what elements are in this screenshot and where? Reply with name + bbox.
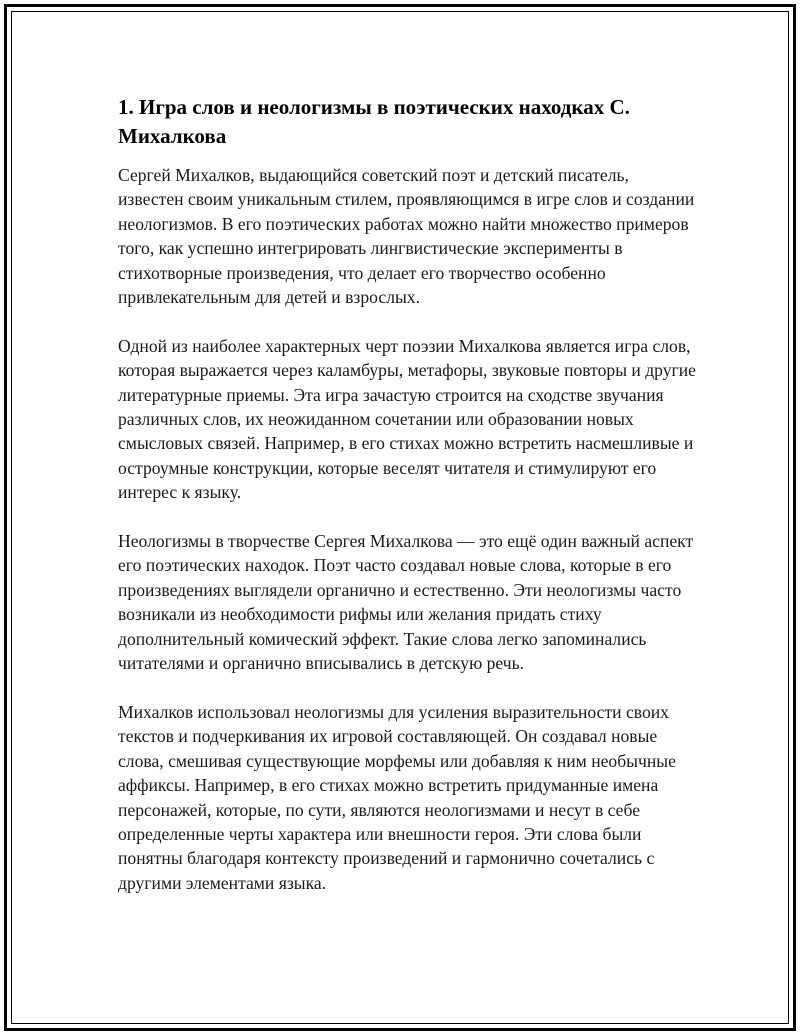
paragraph-1: Сергей Михалков, выдающийся советский поэт и детский писатель, известен своим уникальным стилем, проявляющимся в игре слов и создании неологизмов. В его поэтических работах можно найти множество примеров того, как успешно интегрировать лингвистические эксперименты в стихотворные произведения, что делает его творчество особенно привлекательным для детей и взрослых. (118, 165, 695, 308)
paragraph-4: Михалков использовал неологизмы для усиления выразительности своих текстов и подчеркивания их игровой составляющей. Он создавал новые слова, смешивая существующие морфемы или добавляя к ним необычные аффиксы. Например, в его стихах можно встретить придуманные имена персонажей, которые, по сути, являются неологизмами и несут в себе определенные черты характера или внешности героя. Эти слова были понятны благодаря контексту произведений и гармонично сочетались с другими элементами языка. (118, 701, 676, 893)
document-body (118, 93, 698, 920)
paragraph-2: Одной из наиболее характерных черт поэзии Михалкова является игра слов, которая выражается через каламбуры, метафоры, звуковые повторы и другие литературные приемы. Эта игра зачастую строится на сходстве звучания различных слов, их неожиданном сочетании или образовании новых смысловых связей. Например, в его стихах можно встретить насмешливые и остроумные конструкции, которые веселят читателя и стимулируют его интерес к языку. (118, 335, 696, 503)
paragraph-3: Неологизмы в творчестве Сергея Михалкова — это ещё один важный аспект его поэтических находок. Поэт часто создавал новые слова, которые в его произведениях выглядели органично и естественно. Эти неологизмы часто возникали из необходимости рифмы или желания придать стиху дополнительный комический эффект. Такие слова легко запоминались читателями и органично вписывались в детскую речь. (118, 531, 694, 674)
section-heading: 1. Игра слов и неологизмы в поэтических находках С. Михалкова (118, 95, 630, 148)
